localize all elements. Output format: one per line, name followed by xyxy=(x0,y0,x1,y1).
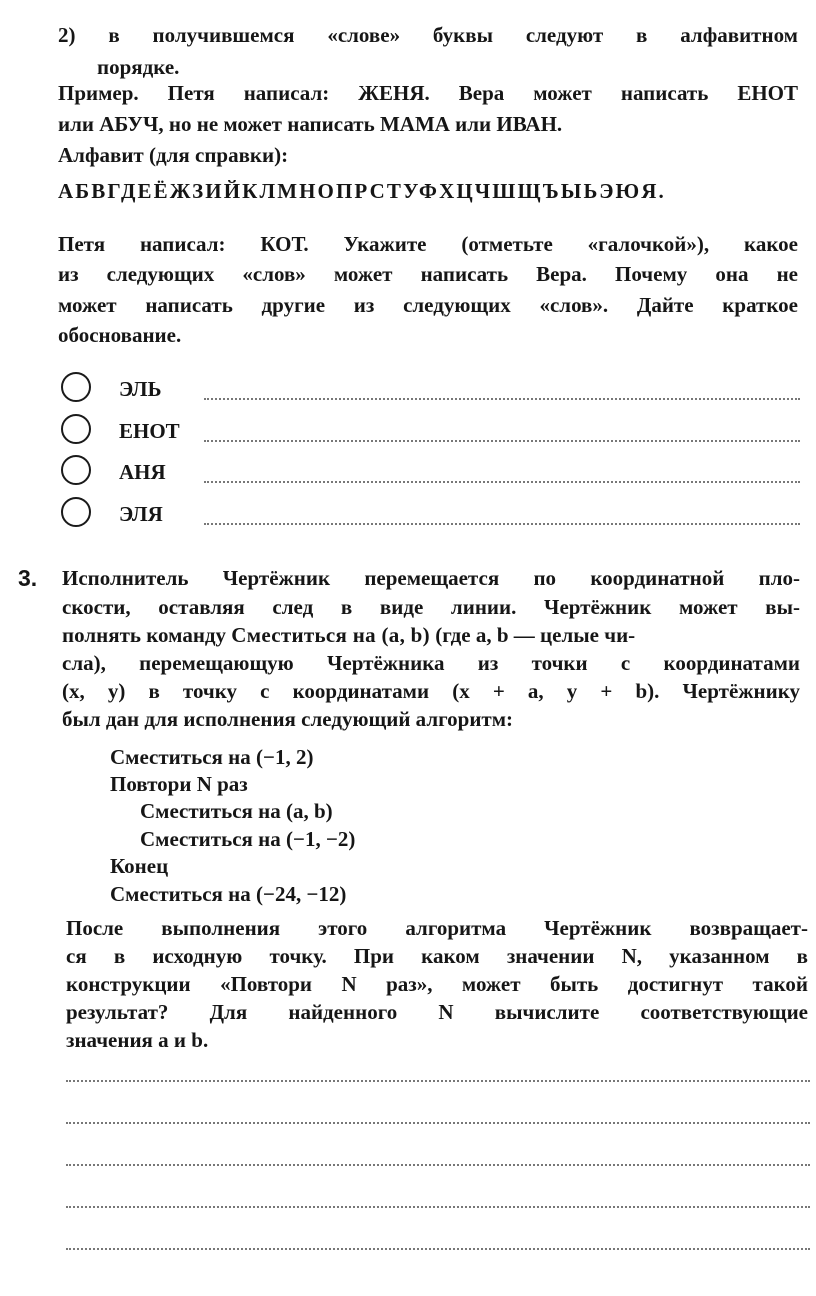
intro-line-3-start: полнять команду xyxy=(62,623,232,647)
algorithm-step: Сместиться на (−24, −12) xyxy=(110,882,347,906)
answer-line[interactable] xyxy=(66,1122,810,1124)
radio-circle[interactable] xyxy=(61,372,91,402)
answer-line[interactable] xyxy=(66,1248,810,1250)
answer-line[interactable] xyxy=(204,523,800,525)
alphabet-label: Алфавит (для справки): xyxy=(58,143,289,167)
after-line-1: После выполнения этого алгоритма Чертёжник возвращает- xyxy=(66,916,808,940)
example-line-2: или АБУЧ, но не может написать МАМА или ИВАН. xyxy=(58,112,563,136)
condition-2-line-1: 2) в получившемся «слове» буквы следуют в алфавитном xyxy=(58,23,798,47)
option-label: ЭЛЬ xyxy=(119,377,162,401)
after-line-5: значения a и b. xyxy=(66,1028,209,1052)
intro-line-1: Исполнитель Чертёжник перемещается по координатной пло- xyxy=(62,566,800,590)
intro-line-4: сла), перемещающую Чертёжника из точки с координатами xyxy=(62,651,800,675)
algorithm-step: Сместиться на (−1, 2) xyxy=(110,745,314,769)
algorithm-step: Повтори N раз xyxy=(110,772,248,796)
after-line-4: результат? Для найденного N вычислите соответствующие xyxy=(66,1000,808,1024)
answer-line[interactable] xyxy=(66,1080,810,1082)
radio-circle[interactable] xyxy=(61,455,91,485)
intro-line-2: скости, оставляя след в виде линии. Чертёжник может вы- xyxy=(62,595,800,619)
example-line-1: Пример. Петя написал: ЖЕНЯ. Вера может написать ЕНОТ xyxy=(58,81,798,105)
after-line-3: конструкции «Повтори N раз», может быть достигнут такой xyxy=(66,972,808,996)
alphabet: АБВГДЕЁЖЗИЙКЛМНОПРСТУФХЦЧШЩЪЫЬЭЮЯ. xyxy=(58,179,666,203)
radio-circle[interactable] xyxy=(61,497,91,527)
intro-line-5: (x, y) в точку с координатами (x + a, y + b). Чертёжнику xyxy=(62,679,800,703)
algorithm-step: Сместиться на (a, b) xyxy=(140,799,333,823)
answer-line[interactable] xyxy=(204,398,800,400)
answer-line[interactable] xyxy=(66,1206,810,1208)
algorithm-step: Конец xyxy=(110,854,169,878)
option-label: ЭЛЯ xyxy=(119,502,163,526)
intro-line-3 xyxy=(62,622,800,648)
after-line-2: ся в исходную точку. При каком значении N, указанном в xyxy=(66,944,808,968)
question-line-3: может написать другие из следующих «слов». Дайте краткое xyxy=(58,293,798,317)
intro-line-6: был дан для исполнения следующий алгоритм: xyxy=(62,707,514,731)
condition-2-line-2: порядке. xyxy=(97,55,180,79)
answer-line[interactable] xyxy=(204,481,800,483)
option-label: АНЯ xyxy=(119,460,166,484)
question-line-4: обоснование. xyxy=(58,323,182,347)
answer-line[interactable] xyxy=(204,440,800,442)
algorithm-step: Сместиться на (−1, −2) xyxy=(140,827,356,851)
answer-line[interactable] xyxy=(66,1164,810,1166)
command-name: Сместиться на (a, b) xyxy=(231,623,430,647)
intro-line-3-end: (где a, b — целые чи- xyxy=(429,623,636,647)
question-line-1: Петя написал: КОТ. Укажите (отметьте «галочкой»), какое xyxy=(58,232,798,256)
task-number: 3. xyxy=(18,565,38,591)
radio-circle[interactable] xyxy=(61,414,91,444)
option-label: ЕНОТ xyxy=(119,419,180,443)
question-line-2: из следующих «слов» может написать Вера. Почему она не xyxy=(58,262,798,286)
